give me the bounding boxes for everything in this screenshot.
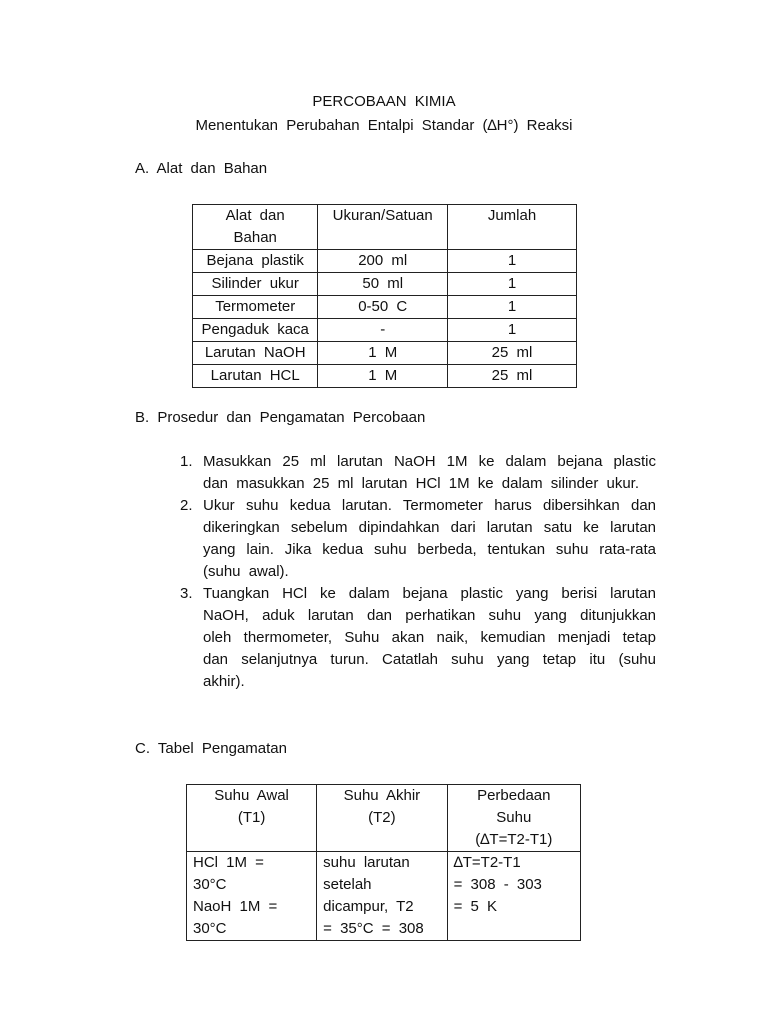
table-cell: 1 M bbox=[318, 365, 448, 388]
table-row bbox=[193, 342, 577, 365]
section-c-heading: C. Tabel Pengamatan bbox=[135, 740, 287, 757]
section-a-heading: A. Alat dan Bahan bbox=[135, 160, 268, 177]
table-cell: 200 ml bbox=[318, 250, 448, 273]
table-cell: 25 ml bbox=[448, 365, 577, 388]
table-header-row bbox=[187, 785, 581, 852]
list-item bbox=[180, 495, 656, 583]
header-cell: Jumlah bbox=[448, 205, 577, 250]
document-subtitle: Menentukan Perubahan Entalpi Standar (∆H°) Reaksi bbox=[195, 117, 573, 134]
section-b-heading: B. Prosedur dan Pengamatan Percobaan bbox=[135, 409, 426, 426]
list-item bbox=[180, 583, 656, 693]
list-item-number: 3. bbox=[180, 585, 193, 602]
table-cell: 50 ml bbox=[318, 273, 448, 296]
table-header-row bbox=[193, 205, 577, 250]
table-cell: 1 bbox=[448, 296, 577, 319]
list-item bbox=[180, 451, 656, 495]
table-row bbox=[193, 365, 577, 388]
list-item-number: 1. bbox=[180, 453, 193, 470]
table-cell: Larutan HCL bbox=[193, 365, 318, 388]
observation-table bbox=[186, 784, 581, 941]
header-cell: Suhu Akhir (T2) bbox=[317, 785, 447, 852]
table-row bbox=[187, 852, 581, 941]
table-row bbox=[193, 250, 577, 273]
document-title: PERCOBAAN KIMIA bbox=[312, 93, 456, 110]
list-item-text: Tuangkan HCl ke dalam bejana plastic yang berisi larutan NaOH, aduk larutan dan perhatikan suhu yang ditunjukkan oleh thermometer, Suhu akan naik, kemudian menjadi tetap dan selanjutnya turun. Catatlah suhu yang tetap itu (suhu akhir). bbox=[203, 585, 656, 690]
table-cell: ∆T=T2-T1 = 308 - 303 = 5 K bbox=[447, 852, 580, 941]
table-row bbox=[193, 296, 577, 319]
table-cell: - bbox=[318, 319, 448, 342]
table-cell: 1 bbox=[448, 273, 577, 296]
table-cell: 1 bbox=[448, 250, 577, 273]
list-item-number: 2. bbox=[180, 497, 193, 514]
procedure-list bbox=[180, 451, 656, 693]
table-cell: 1 M bbox=[318, 342, 448, 365]
header-cell: Perbedaan Suhu (∆T=T2-T1) bbox=[447, 785, 580, 852]
table-cell: 1 bbox=[448, 319, 577, 342]
list-item-text: Ukur suhu kedua larutan. Termometer harus dibersihkan dan dikeringkan sebelum dipindahkan dari larutan satu ke larutan yang lain. Jika kedua suhu berbeda, tentukan suhu rata-rata (suhu awal). bbox=[203, 497, 656, 580]
table-row bbox=[193, 273, 577, 296]
list-item-text: Masukkan 25 ml larutan NaOH 1M ke dalam bejana plastic dan masukkan 25 ml larutan HCl 1M ke dalam silinder ukur. bbox=[203, 453, 656, 492]
table-cell: Larutan NaOH bbox=[193, 342, 318, 365]
header-cell: Suhu Awal (T1) bbox=[187, 785, 317, 852]
header-cell: Alat dan Bahan bbox=[193, 205, 318, 250]
table-cell: 25 ml bbox=[448, 342, 577, 365]
table-cell: Pengaduk kaca bbox=[193, 319, 318, 342]
table-cell: Termometer bbox=[193, 296, 318, 319]
table-cell: suhu larutan setelah dicampur, T2 = 35°C = 308 bbox=[317, 852, 447, 941]
table-cell: HCl 1M = 30°C NaoH 1M = 30°C bbox=[187, 852, 317, 941]
table-cell: 0-50 C bbox=[318, 296, 448, 319]
equipment-table bbox=[192, 204, 577, 388]
table-cell: Bejana plastik bbox=[193, 250, 318, 273]
header-cell: Ukuran/Satuan bbox=[318, 205, 448, 250]
table-row bbox=[193, 319, 577, 342]
table-cell: Silinder ukur bbox=[193, 273, 318, 296]
